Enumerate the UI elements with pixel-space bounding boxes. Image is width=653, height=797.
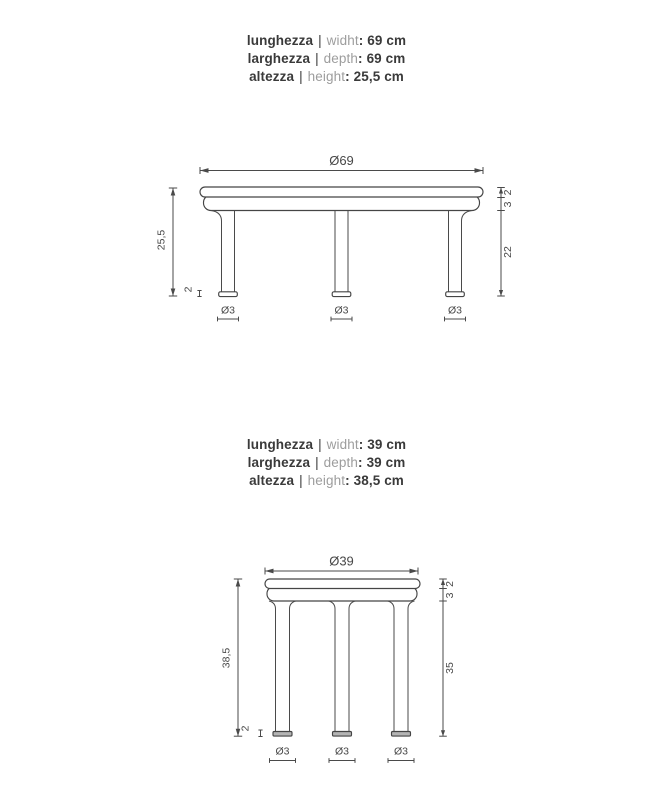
spec-label-it: lunghezza: [246, 437, 314, 452]
spec-value: 39 cm: [367, 437, 407, 452]
right-dimension-stack: [497, 188, 514, 297]
leg-length-label: 22: [502, 246, 514, 258]
height-label: 38,5: [220, 647, 233, 669]
leg-diameter-dimensions: [218, 305, 466, 322]
spec-label-en: height: [307, 473, 346, 488]
table-top: [265, 579, 420, 589]
spec-value: 38,5 cm: [353, 473, 404, 488]
table-leg-center: [335, 211, 348, 293]
right-dimension-stack: [439, 579, 456, 736]
spec-colon: :: [345, 473, 350, 488]
table-side-view: [265, 579, 420, 736]
spec-label-it: altezza: [249, 473, 295, 488]
leg-diameter-label: Ø3: [220, 304, 236, 317]
table-side-view: [200, 187, 483, 297]
spec-value: 69 cm: [366, 51, 406, 66]
spec-label-en: depth: [323, 455, 358, 470]
height-label: 25,5: [155, 229, 168, 251]
spec-label-en: widht: [326, 33, 359, 48]
diameter-label: Ø39: [329, 553, 354, 569]
spec-separator: |: [318, 33, 322, 48]
foot-height-dimension: [240, 725, 263, 736]
diameter-label: Ø69: [329, 153, 354, 168]
spec-colon: :: [357, 51, 363, 66]
foot-height-dimension: [183, 286, 202, 296]
height-dimension: [221, 579, 243, 736]
table-leg-right: [388, 601, 415, 732]
leg-diameter-label: Ø3: [275, 745, 290, 758]
spec-colon: :: [358, 33, 364, 48]
diameter-dimension: [200, 153, 483, 174]
table-leg-left: [211, 211, 235, 293]
spec-label-it: altezza: [249, 69, 295, 84]
foot-height-label: 2: [239, 725, 252, 732]
spec-colon: :: [358, 437, 364, 452]
table-top: [200, 187, 483, 197]
top-thickness-label: 2: [444, 581, 456, 587]
leg-diameter-label: Ø3: [447, 304, 463, 317]
spec-label-en: depth: [323, 51, 358, 66]
spec-separator: |: [299, 69, 303, 84]
table-leg-right: [449, 211, 473, 293]
table-leg-left: [269, 601, 296, 732]
spec-separator: |: [315, 51, 319, 66]
diameter-dimension: [265, 554, 418, 575]
table-drawing-39: [221, 554, 457, 763]
leg-diameter-dimensions: [270, 746, 415, 763]
table-foot-right: [392, 732, 411, 737]
table-foot-center: [333, 732, 352, 737]
table-foot-center: [332, 292, 351, 297]
spec-colon: :: [345, 69, 350, 84]
foot-height-label: 2: [182, 286, 195, 293]
spec-separator: |: [315, 455, 319, 470]
leg-diameter-label: Ø3: [334, 304, 349, 317]
table-foot-left: [219, 292, 238, 297]
table-foot-left: [273, 732, 292, 737]
leg-diameter-label: Ø3: [334, 745, 350, 758]
apron-thickness-label: 3: [444, 592, 456, 599]
spec-label-it: lunghezza: [246, 33, 314, 48]
spec-value: 39 cm: [366, 455, 406, 470]
spec-label-en: height: [307, 69, 346, 84]
spec-separator: |: [299, 473, 303, 488]
table-foot-right: [446, 292, 465, 297]
top-thickness-label: 2: [502, 189, 514, 196]
spec-value: 25,5 cm: [353, 69, 404, 84]
spec-value: 69 cm: [367, 33, 407, 48]
spec-label-it: larghezza: [247, 455, 311, 470]
spec-label-en: widht: [326, 437, 359, 452]
table-leg-center: [329, 601, 356, 732]
spec-colon: :: [357, 455, 363, 470]
table-drawing-69: [156, 153, 515, 321]
leg-length-label: 35: [444, 662, 456, 674]
leg-diameter-label: Ø3: [393, 745, 409, 758]
spec-separator: |: [318, 437, 322, 452]
height-dimension: [156, 188, 178, 296]
spec-label-it: larghezza: [247, 51, 311, 66]
apron-thickness-label: 3: [502, 201, 514, 208]
